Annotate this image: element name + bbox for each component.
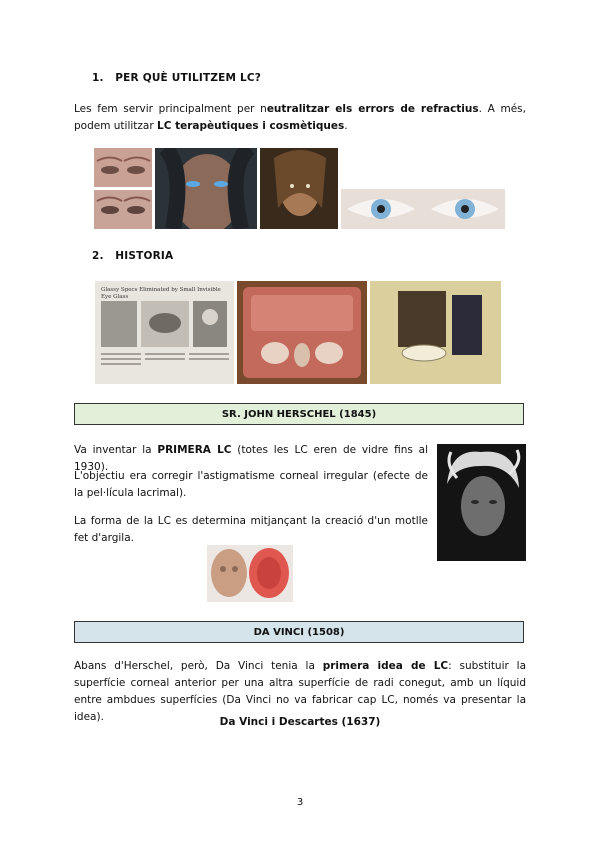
blue-eyes-photo [341, 189, 505, 229]
eyes-wrinkles-photo-top [94, 148, 152, 187]
section-1-paragraph [74, 101, 526, 135]
section-2-heading [92, 250, 173, 262]
section-2-title: HISTORIA [115, 250, 174, 262]
lens-case-photo [237, 281, 367, 384]
section-1-heading [92, 72, 261, 84]
text-run: Abans d'Herschel, però, Da Vinci tenia la [74, 660, 323, 672]
bold-run: eutralitzar els errors de refractius [266, 103, 479, 115]
bold-run: primera idea de LC [322, 660, 449, 672]
newspaper-headline: Glassy Specs Eliminated by Small Invisible Eye Glass [101, 287, 221, 300]
text-run: . A més, podem utilitzar [74, 103, 526, 132]
section-1-number: 1. [92, 72, 104, 84]
herschel-paragraph-2: L'objectiu era corregir l'astigmatisme corneal irregular (efecte de la pel·lícula lacrimal). [74, 470, 428, 499]
clay-mold-photo [207, 545, 293, 602]
warrior-portrait-photo [260, 148, 338, 229]
herschel-heading-box [74, 403, 524, 425]
herschel-heading: SR. JOHN HERSCHEL (1845) [221, 408, 377, 420]
page-number: 3 [296, 797, 304, 808]
text-run: . [344, 120, 348, 132]
section-2-number: 2. [92, 250, 104, 262]
davinci-heading-box [74, 621, 524, 643]
text-run: Les fem servir principalment per n [74, 103, 267, 115]
newspaper-clipping-photo [95, 281, 234, 384]
text-run: Va inventar la [74, 444, 158, 456]
text-run: (totes les LC eren de vidre fins al 1930). [74, 444, 428, 473]
eyes-wrinkles-photo-bottom [94, 190, 152, 229]
davinci-heading: DA VINCI (1508) [253, 626, 345, 638]
text-run: : substituir la superfície corneal anterior per una altra superfície de radi conegut, amb un líquid entre ambdues superfícies (Da Vinci no va fabricar cap LC, només va presentar la idea). [74, 660, 527, 723]
herschel-portrait-photo [437, 444, 526, 561]
herschel-paragraph-3: La forma de la LC es determina mitjançant la creació d'un motlle fet d'argila. [74, 515, 428, 544]
davinci-descartes-subheading: Da Vinci i Descartes (1637) [219, 716, 381, 728]
glass-lens-box-photo [370, 281, 501, 384]
section-1-title: PER QUÈ UTILITZEM LC? [115, 72, 262, 84]
bold-run: PRIMERA LC [157, 444, 232, 456]
glowing-eyes-photo [155, 148, 257, 229]
bold-run: LC terapèutiques i cosmètiques [157, 120, 345, 132]
